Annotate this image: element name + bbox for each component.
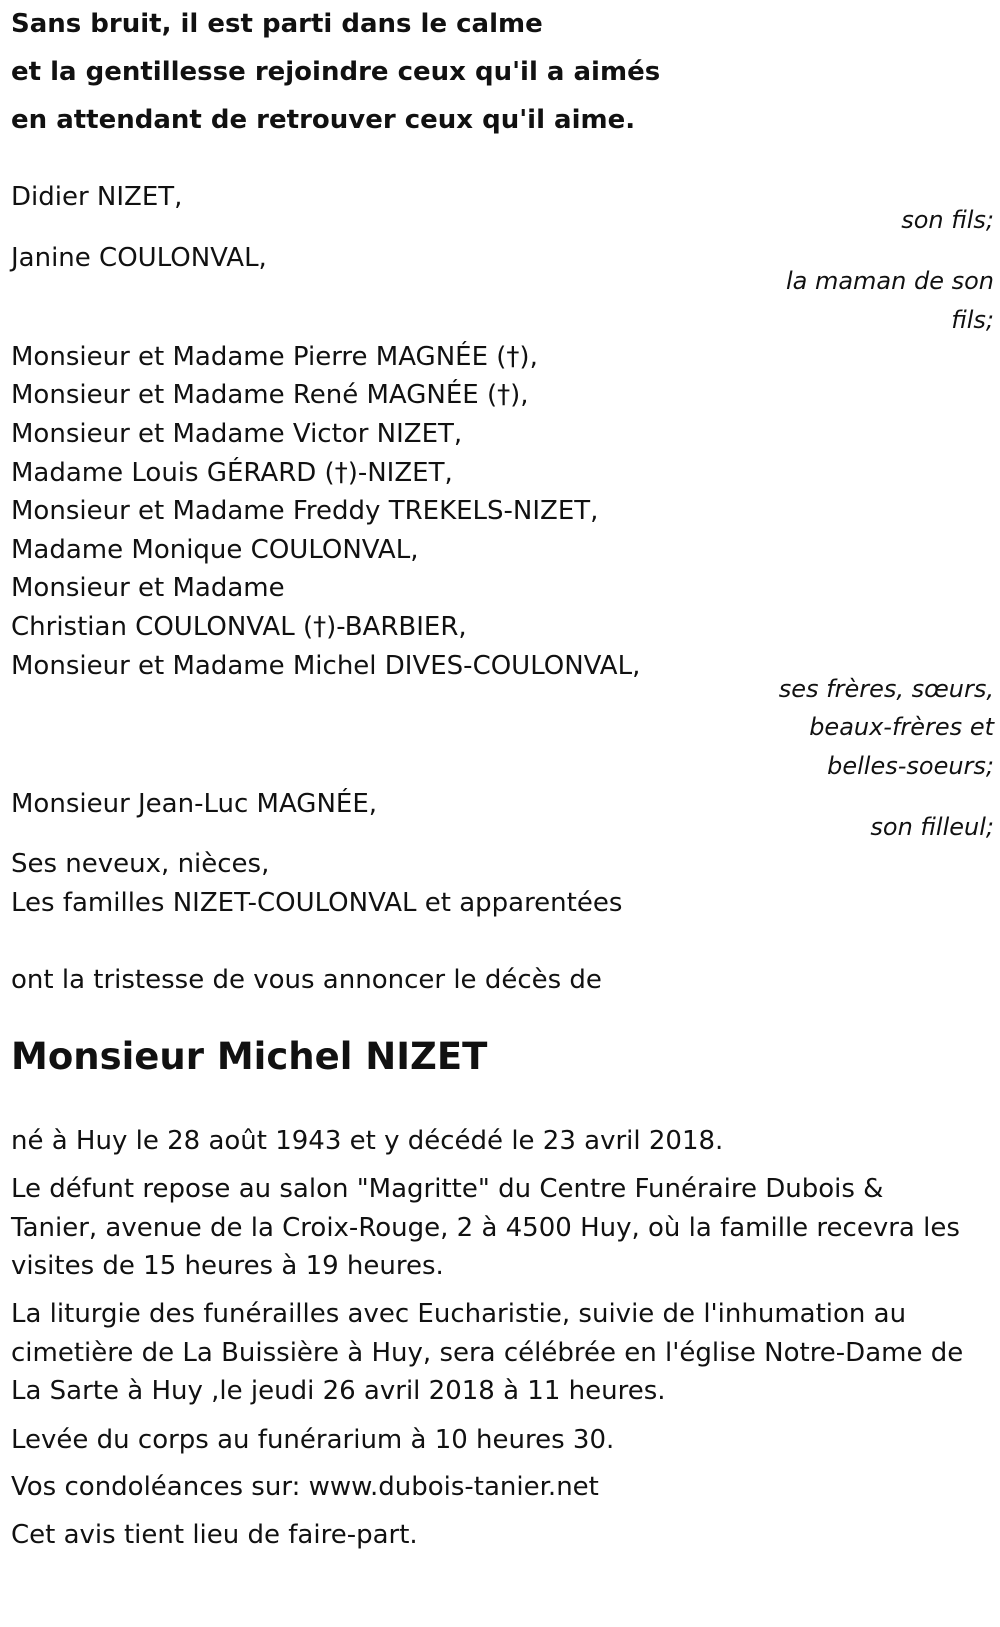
departure-text: Levée du corps au funérarium à 10 heures 30. <box>11 1425 615 1455</box>
visitation-line-1: Le défunt repose au salon "Magritte" du Centre Funéraire Dubois & <box>11 1174 884 1204</box>
sibling-line-3: Monsieur et Madame Victor NIZET, <box>11 419 463 449</box>
sibling-line-4: Madame Louis GÉRARD (†)-NIZET, <box>11 458 453 488</box>
mourner-son-name: Didier NIZET, <box>11 182 183 212</box>
siblings-relation-2: beaux-frères et <box>809 713 994 741</box>
mourner-son-relation: son fils; <box>901 206 994 234</box>
epitaph-line-1: Sans bruit, il est parti dans le calme <box>11 9 543 39</box>
birth-death-text: né à Huy le 28 août 1943 et y décédé le 23 avril 2018. <box>11 1126 724 1156</box>
mourner-mother-name: Janine COULONVAL, <box>11 243 267 273</box>
mourner-mother-relation-1: la maman de son <box>785 267 994 295</box>
announcement-text: ont la tristesse de vous annoncer le décès de <box>11 965 602 995</box>
others-line-2: Les familles NIZET-COULONVAL et apparentées <box>11 888 623 918</box>
mourner-godson-relation: son filleul; <box>870 813 994 841</box>
visitation-line-2: Tanier, avenue de la Croix-Rouge, 2 à 4500 Huy, où la famille recevra les <box>11 1213 960 1243</box>
funeral-line-2: cimetière de La Buissière à Huy, sera célébrée en l'église Notre-Dame de <box>11 1338 964 1368</box>
mourner-mother-relation-2: fils; <box>951 306 994 334</box>
deceased-name: Monsieur Michel NIZET <box>11 1035 488 1078</box>
sibling-line-6: Madame Monique COULONVAL, <box>11 535 419 565</box>
mourner-godson-name: Monsieur Jean-Luc MAGNÉE, <box>11 789 378 819</box>
sibling-line-9: Monsieur et Madame Michel DIVES-COULONVAL, <box>11 651 641 681</box>
epitaph-line-3: en attendant de retrouver ceux qu'il aime. <box>11 105 636 135</box>
notice-text: Cet avis tient lieu de faire-part. <box>11 1520 418 1550</box>
funeral-line-3: La Sarte à Huy ,le jeudi 26 avril 2018 à 11 heures. <box>11 1376 666 1406</box>
siblings-relation-3: belles-soeurs; <box>827 752 994 780</box>
sibling-line-2: Monsieur et Madame René MAGNÉE (†), <box>11 380 529 410</box>
condolences-text: Vos condoléances sur: www.dubois-tanier.net <box>11 1472 599 1502</box>
sibling-line-7: Monsieur et Madame <box>11 573 285 603</box>
others-line-1: Ses neveux, nièces, <box>11 849 270 879</box>
siblings-relation-1: ses frères, sœurs, <box>778 675 994 703</box>
sibling-line-1: Monsieur et Madame Pierre MAGNÉE (†), <box>11 342 538 372</box>
visitation-line-3: visites de 15 heures à 19 heures. <box>11 1251 444 1281</box>
funeral-line-1: La liturgie des funérailles avec Eucharistie, suivie de l'inhumation au <box>11 1299 907 1329</box>
epitaph-line-2: et la gentillesse rejoindre ceux qu'il a aimés <box>11 57 661 87</box>
sibling-line-5: Monsieur et Madame Freddy TREKELS-NIZET, <box>11 496 599 526</box>
sibling-line-8: Christian COULONVAL (†)-BARBIER, <box>11 612 467 642</box>
